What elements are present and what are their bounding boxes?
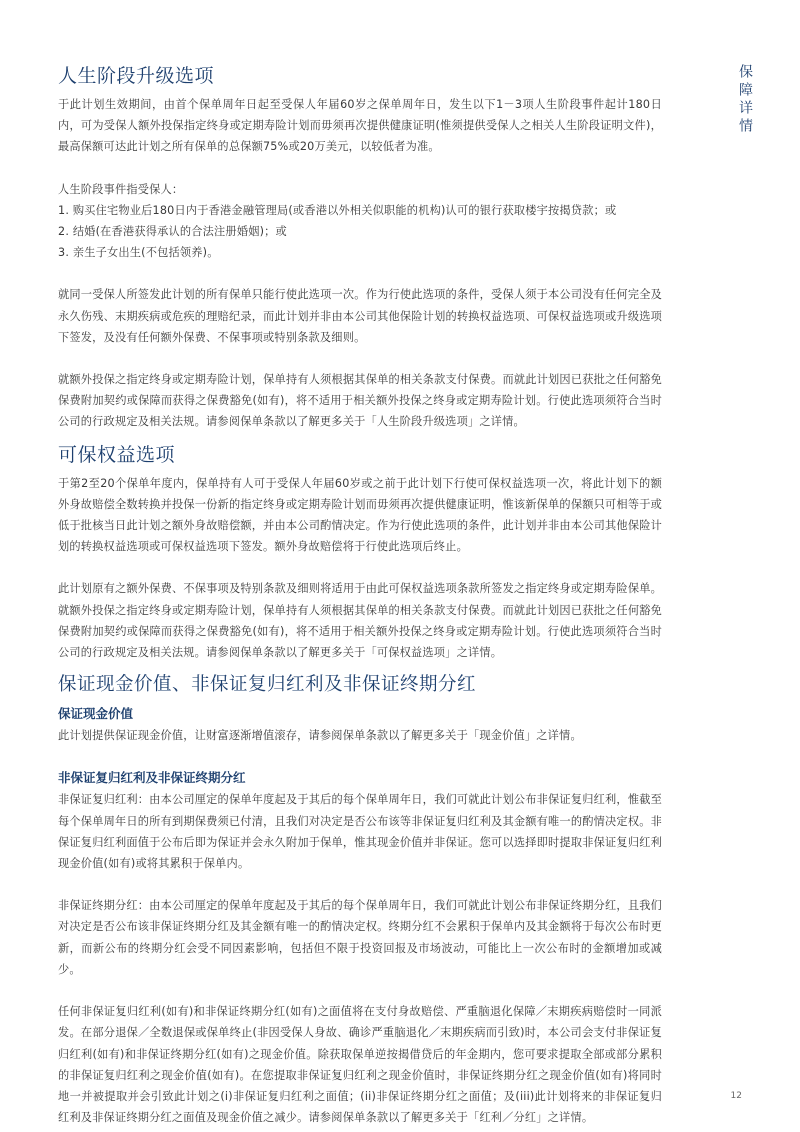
paragraph: 就同一受保人所签发此计划的所有保单只能行使此选项一次。作为行使此选项的条件，受保人须于本公司没有任何完全及永久伤残、末期疾病或危疾的理赔纪录，而此计划并非由本公司其他保险计划的转换权益选项、可保权益选项或升级选项下签发，及没有任何额外保费、不保事项或特别条款及细则。 (58, 288, 662, 344)
list-item: 2. 结婚(在香港获得承认的合法注册婚姻)；或 (58, 225, 287, 239)
main-content (58, 62, 662, 1128)
section-life-stage-upgrade (58, 62, 662, 433)
paragraph: 此计划原有之额外保费、不保事项及特别条款及细则将适用于由此可保权益选项条款所签发之指定终身或定期寿险保单。就额外投保之指定终身或定期寿险计划，保单持有人须根据其保单的相关条款支付保费。而就此计划因已获批之任何豁免保费附加契约或保障而获得之保费豁免(如有)，将不适用于相关额外投保之终身或定期寿险计划。行使此选项须符合当时公司的行政规定及相关法规。请参阅保单条款以了解更多关于「可保权益选项」之详情。 (58, 582, 662, 660)
section-heading: 保证现金价值、非保证复归红利及非保证终期分红 (58, 674, 477, 696)
events-list (58, 200, 662, 264)
list-item: 3. 亲生子女出生(不包括领养)。 (58, 246, 219, 260)
paragraph: 任何非保证复归红利(如有)和非保证终期分红(如有)之面值将在支付身故赔偿、严重脑退化保障／末期疾病赔偿时一同派发。在部分退保／全数退保或保单终止(非因受保人身故、确诊严重脑退化／末期疾病而引致)时，本公司会支付非保证复归红利(如有)和非保证终期分红(如有)之现金价值。除获取保单逆按揭借贷后的年金期内，您可要求提取全部或部分累积的非保证复归红利之现金价值(如有)。在您提取非保证复归红利之现金价值时，非保证终期分红之现金价值(如有)将同时地一并被提取并会引致此计划之(i)非保证复归红利之面值；(ii)非保证终期分红之面值；及(iii)此计划将来的非保证复归红利及非保证终期分红之面值及现金价值之减少。请参阅保单条款以了解更多关于「红利／分红」之详情。 (58, 1005, 662, 1125)
section-heading: 可保权益选项 (58, 443, 176, 466)
paragraph: 非保证复归红利：由本公司厘定的保单年度起及于其后的每个保单周年日，我们可就此计划公布非保证复归红利，惟截至每个保单周年日的所有到期保费须已付清，且我们对决定是否公布该等非保证复归红利及其金额有唯一的酌情决定权。非保证复归红利面值于公布后即为保证并会永久附加于保单，惟其现金价值并非保证。您可以选择即时提取非保证复归红利现金价值(如有)或将其累积于保单内。 (58, 793, 662, 871)
list-item: 1. 购买住宅物业后180日内于香港金融管理局(或香港以外相关似职能的机构)认可的银行获取楼宇按揭贷款；或 (58, 203, 617, 217)
paragraph: 于此计划生效期间，由首个保单周年日起至受保人年届60岁之保单周年日，发生以下1－3项人生阶段事件起计180日内，可为受保人额外投保指定终身或定期寿险计划而毋须再次提供健康证明(惟须提供受保人之相关人生阶段证明文件)，最高保额可达此计划之所有保单的总保额75%或20万美元，以较低者为准。 (58, 98, 662, 154)
events-intro: 人生阶段事件指受保人： (58, 182, 184, 196)
section-cash-value-and-bonus (58, 671, 662, 1128)
section-insurability-option (58, 441, 662, 664)
paragraph: 此计划提供保证现金价值，让财富逐渐增值滚存，请参阅保单条款以了解更多关于「现金价值」之详情。 (58, 729, 582, 743)
subsection-heading: 保证现金价值 (58, 706, 134, 722)
paragraph: 于第2至20个保单年度内，保单持有人可于受保人年届60岁或之前于此计划下行使可保权益选项一次，将此计划下的额外身故赔偿全数转换并投保一份新的指定终身或定期寿险计划而毋须再次提供健康证明，惟该新保单的保额只可相等于或低于批核当日此计划之额外身故赔偿额，并由本公司酌情决定。作为行使此选项的条件，此计划并非由本公司其他保险计划的转换权益选项或可保权益选项下签发。额外身故赔偿将于行使此选项后终止。 (58, 476, 662, 554)
section-heading: 人生阶段升级选项 (58, 65, 215, 87)
subsection-heading: 非保证复归红利及非保证终期分红 (58, 770, 246, 786)
page-number: 12 (730, 1091, 742, 1101)
paragraph: 就额外投保之指定终身或定期寿险计划，保单持有人须根据其保单的相关条款支付保费。而就此计划因已获批之任何豁免保费附加契约或保障而获得之保费豁免(如有)，将不适用于相关额外投保之终身或定期寿险计划。行使此选项须符合当时公司的行政规定及相关法规。请参阅保单条款以了解更多关于「人生阶段升级选项」之详情。 (58, 373, 662, 429)
side-section-tab: 保障详情 (737, 64, 753, 136)
paragraph: 非保证终期分红：由本公司厘定的保单年度起及于其后的每个保单周年日，我们可就此计划公布非保证终期分红，且我们对决定是否公布该非保证终期分红及其金额有唯一的酌情决定权。终期分红不会累积于保单内及其金额将于每次公布时更新，而新公布的终期分红会受不同因素影响，包括但不限于投资回报及市场波动，可能比上一次公布时的金额增加或减少。 (58, 899, 662, 976)
